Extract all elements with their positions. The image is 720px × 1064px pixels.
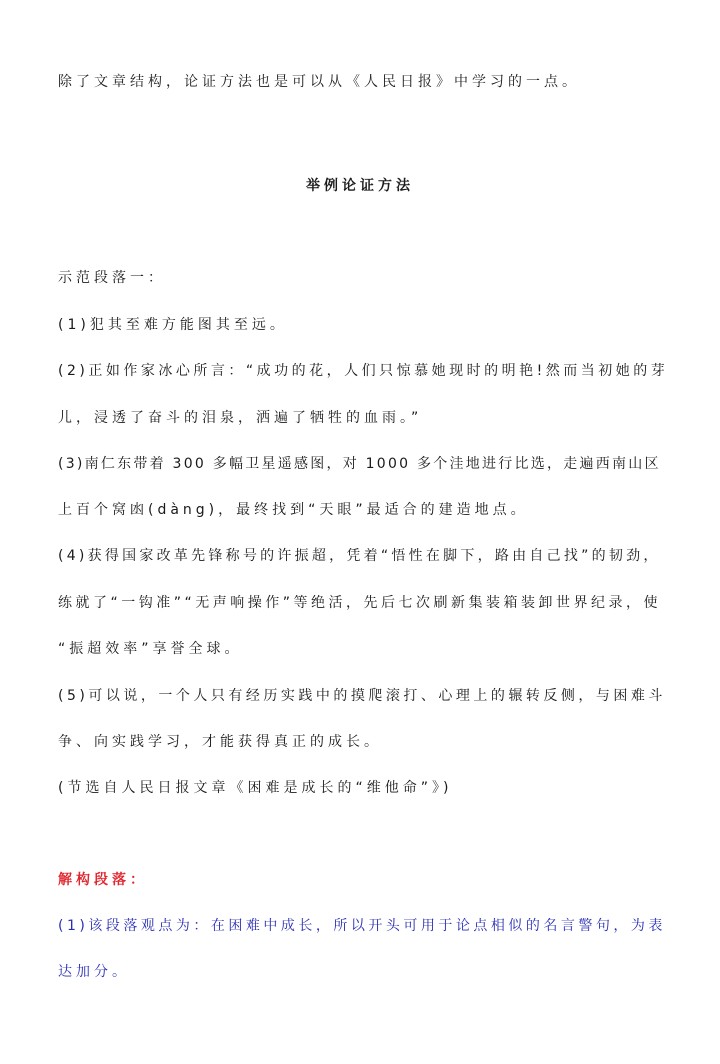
paragraph-line: 儿，浸透了奋斗的泪泉，洒遍了牺牲的血雨。” bbox=[58, 410, 423, 426]
paragraph-line: 练就了“一钩准”“无声响操作”等绝活，先后七次刷新集装箱装卸世界纪录，使 bbox=[58, 595, 662, 611]
analysis-line: 达加分。 bbox=[58, 964, 130, 980]
paragraph-line: “振超效率”享誉全球。 bbox=[58, 641, 243, 657]
paragraph-line: 上百个窝凼(dàng)，最终找到“天眼”最适合的建造地点。 bbox=[58, 502, 529, 518]
source-citation: (节选自人民日报文章《困难是成长的“维他命”》) bbox=[58, 780, 453, 796]
paragraph-line: (5)可以说，一个人只有经历实践中的摸爬滚打、心理上的辗转反侧，与困难斗 bbox=[58, 688, 666, 704]
analysis-line: (1)该段落观点为：在困难中成长，所以开头可用于论点相似的名言警句，为表 bbox=[58, 918, 666, 934]
paragraph-line: (1)犯其至难方能图其至远。 bbox=[58, 317, 288, 333]
paragraph-line: (4)获得国家改革先锋称号的许振超，凭着“悟性在脚下，路由自己找”的韧劲， bbox=[58, 548, 661, 564]
paragraph-line: 争、向实践学习，才能获得真正的成长。 bbox=[58, 734, 382, 750]
intro-text: 除了文章结构，论证方法也是可以从《人民日报》中学习的一点。 bbox=[58, 74, 580, 90]
paragraph-line: (2)正如作家冰心所言：“成功的花，人们只惊慕她现时的明艳!然而当初她的芽 bbox=[58, 363, 669, 379]
paragraph-line: (3)南仁东带着 300 多幅卫星遥感图，对 1000 多个洼地进行比选，走遍西南山区 bbox=[58, 456, 661, 472]
example-label: 示范段落一： bbox=[58, 270, 166, 286]
analysis-label: 解构段落： bbox=[58, 872, 148, 888]
section-title: 举例论证方法 bbox=[306, 178, 414, 194]
